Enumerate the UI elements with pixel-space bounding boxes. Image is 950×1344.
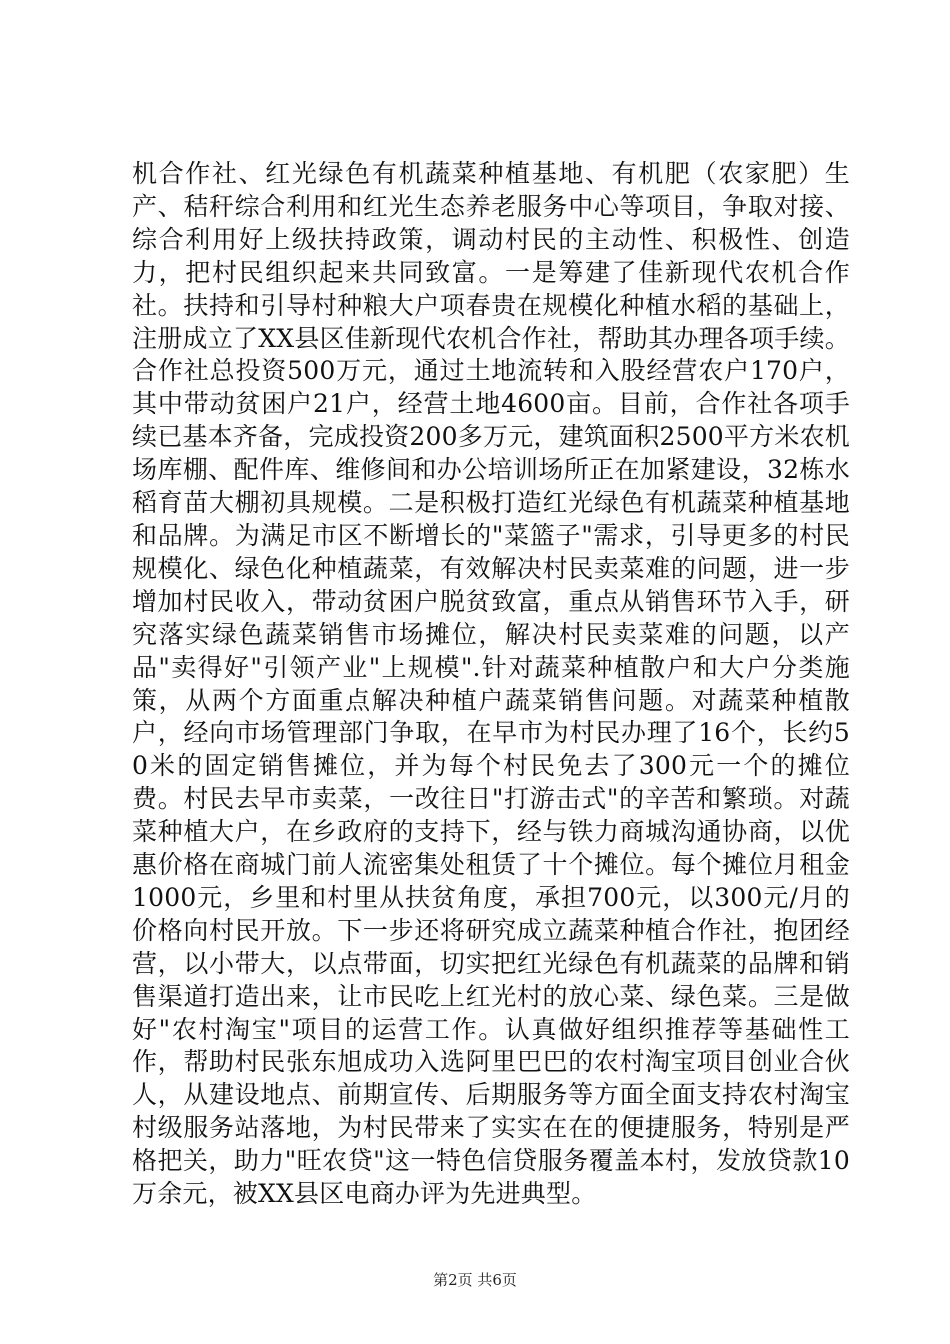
body-paragraph: 机合作社、红光绿色有机蔬菜种植基地、有机肥（农家肥）生产、秸秆综合利用和红光生态养老服务中心等项目，争取对接、综合利用好上级扶持政策，调动村民的主动性、积极性、创造力，把村民组织起来共同致富。一是筹建了佳新现代农机合作社。扶持和引导村种粮大户项春贵在规模化种植水稻的基础上，注册成立了XX县区佳新现代农机合作社，帮助其办理各项手续。合作社总投资500万元，通过土地流转和入股经营农户170户，其中带动贫困户21户，经营土地4600亩。目前，合作社各项手续已基本齐备，完成投资200多万元，建筑面积2500平方米农机场库棚、配件库、维修间和办公培训场所正在加紧建设，32栋水稻育苗大棚初具规模。二是积极打造红光绿色有机蔬菜种植基地和品牌。为满足市区不断增长的"菜篮子"需求，引导更多的村民规模化、绿色化种植蔬菜，有效解决村民卖菜难的问题，进一步增加村民收入，带动贫困户脱贫致富，重点从销售环节入手，研究落实绿色蔬菜销售市场摊位，解决村民卖菜难的问题，以产品"卖得好"引领产业"上规模".针对蔬菜种植散户和大户分类施策，从两个方面重点解决种植户蔬菜销售问题。对蔬菜种植散户，经向市场管理部门争取，在早市为村民办理了16个，长约50米的固定销售摊位，并为每个村民免去了300元一个的摊位费。村民去早市卖菜，一改往日"打游击式"的辛苦和繁琐。对蔬菜种植大户，在乡政府的支持下，经与铁力商城沟通协商，以优惠价格在商城门前人流密集处租赁了十个摊位。每个摊位月租金1000元，乡里和村里从扶贫角度，承担700元，以300元/月的价格向村民开放。下一步还将研究成立蔬菜种植合作社，抱团经营，以小带大，以点带面，切实把红光绿色有机蔬菜的品牌和销售渠道打造出来，让市民吃上红光村的放心菜、绿色菜。三是做好"农村淘宝"项目的运营工作。认真做好组织推荐等基础性工作，帮助村民张东旭成功入选阿里巴巴的农村淘宝项目创业合伙人，从建设地点、前期宣传、后期服务等方面全面支持农村淘宝村级服务站落地，为村民带来了实实在在的便捷服务，特别是严格把关，助力"旺农贷"这一特色信贷服务覆盖本村，发放贷款10万余元，被XX县区电商办评为先进典型。 (132, 159, 850, 1209)
page-footer: 第2页 共6页 (433, 1271, 517, 1289)
